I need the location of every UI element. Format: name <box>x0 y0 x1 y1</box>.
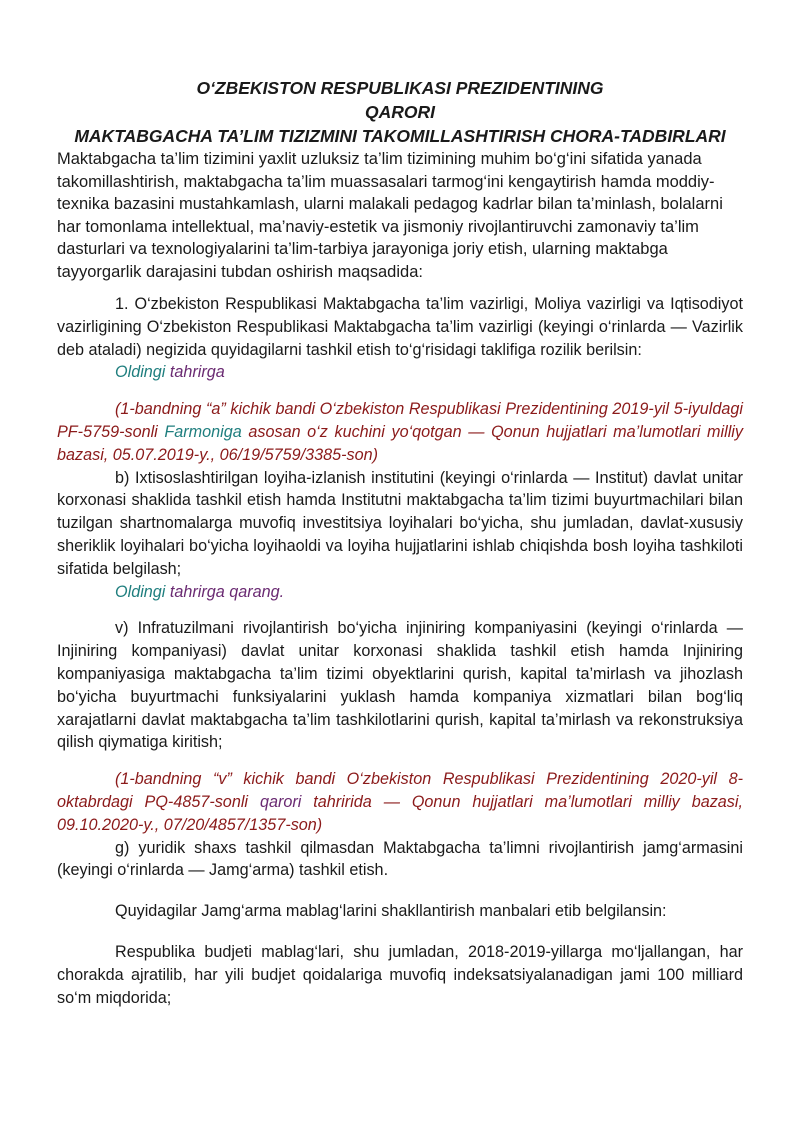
paragraph-sources: Quyidagilar Jamg‘arma mablag‘larini shakllantirish manbalari etib belgilansin: <box>115 902 667 921</box>
previous-edition-link-2-part2[interactable]: tahrirga qarang. <box>169 582 285 601</box>
previous-edition-link-2[interactable] <box>57 581 743 604</box>
reference-note-2-before: (1-bandning “v” kichik bandi O‘zbekiston Respublikasi Prezidentining 2020-yil 8-oktabrdagi PQ-4857-sonli <box>57 770 743 811</box>
title-line-3: MAKTABGACHA TA’LIM TIZIZMINI TAKOMILLASHTIRISH CHORA-TADBIRLARI <box>74 126 726 146</box>
title-line-1: O‘ZBEKISTON RESPUBLIKASI PREZIDENTINING <box>196 78 604 98</box>
previous-edition-link-2-part1[interactable]: Oldingi <box>115 582 166 601</box>
previous-edition-link-1-part1[interactable]: Oldingi <box>115 363 166 382</box>
reference-note-2 <box>57 768 743 836</box>
paragraph-1: 1. O‘zbekiston Respublikasi Maktabgacha ta’lim vazirligi, Moliya vazirligi va Iqtisodiyot vazirligining O‘zbekiston Respublikasi Maktabgacha ta’lim vazirligi (keyingi o‘rinlarda — Vazirlik deb ataladi) negizida quyidagilarni tashkil etish to‘g‘risidagi taklifiga rozilik berilsin: <box>57 295 743 359</box>
paragraph-v: v) Infratuzilmani rivojlantirish bo‘yicha injiniring kompaniyasini (keyingi o‘rinlarda — Injiniring kompaniyasi) davlat unitar korxonasi shaklida tashkil etish hamda Injiniring kompaniyasiga maktabgacha ta’lim tizimi obyektlarini qurish, kapital ta’mirlash va jihozlash bo‘yicha buyurtmachi funksiyalarini yuklash hamda kompaniya xizmatlari bilan bog‘liq xarajatlarni davlat maktabgacha ta’lim tashkilotlarini qurish, kapital ta’mirlash va rekonstruksiya qilish qiymatiga kiritish; <box>57 619 743 752</box>
paragraph-g: g) yuridik shaxs tashkil qilmasdan Maktabgacha ta’limni rivojlantirish jamg‘armasini (keyingi o‘rinlarda — Jamg‘arma) tashkil etish. <box>57 838 743 880</box>
previous-edition-link-1-part2[interactable]: tahrirga <box>169 363 225 382</box>
intro-paragraph: Maktabgacha ta’lim tizimini yaxlit uzluksiz ta’lim tizimining muhim bo‘g‘ini sifatida yanada takomillashtirish, maktabgacha ta’lim muassasalari tarmog‘ini kengaytirish hamda moddiy-texnika bazasini mustahkamlash, ularni malakali pedagog kadrlar bilan ta’minlash, bolalarni har tomonlama intellektual, ma’naviy-estetik va jismoniy rivojlantiruvchi zamonaviy ta’lim dasturlari va texnologiyalarini ta’lim-tarbiya jarayoniga joriy etish, ularning maktabga tayyorgarlik darajasini tubdan oshirish maqsadida: <box>57 150 723 281</box>
reference-note-1 <box>57 398 743 466</box>
title-line-2: QARORI <box>365 102 435 122</box>
reference-note-2-after: tahririda — Qonun hujjatlari ma’lumotlari milliy bazasi, 09.10.2020-y., 07/20/4857/1357-son) <box>57 792 743 834</box>
reference-note-1-after: asosan o‘z kuchini yo‘qotgan — Qonun hujjatlari ma’lumotlari milliy bazasi, 05.07.2019-y., 06/19/5759/3385-son) <box>57 422 743 464</box>
document-title <box>57 76 743 148</box>
paragraph-b: b) Ixtisoslashtirilgan loyiha-izlanish institutini (keyingi o‘rinlarda — Institut) davlat unitar korxonasi shaklida tashkil etish hamda Institutni maktabgacha ta’lim tizimi buyurtmachilari bilan tuzilgan shartnomalarga muvofiq investitsiya loyihalari bo‘yicha, shu jumladan, davlat-xususiy sheriklik loyihalari bo‘yicha loyihaoldi va loyiha hujjatlarini ishlab chiqishda bosh loyiha tashkiloti sifatida belgilash; <box>57 468 743 578</box>
decree-link[interactable]: Farmoniga <box>164 422 242 441</box>
resolution-link[interactable]: qarori <box>259 792 302 811</box>
previous-edition-link-1[interactable] <box>57 361 743 384</box>
paragraph-budget: Respublika budjeti mablag‘lari, shu jumladan, 2018-2019-yillarga mo‘ljallangan, har chorakda ajratilib, har yili budjet qoidalariga muvofiq indeksatsiyalanadigan jami 100 milliard so‘m miqdorida; <box>57 942 743 1007</box>
reference-note-1-before: (1-bandning “a” kichik bandi O‘zbekiston Respublikasi Prezidentining 2019-yil 5-iyuldagi PF-5759-sonli <box>57 400 743 441</box>
